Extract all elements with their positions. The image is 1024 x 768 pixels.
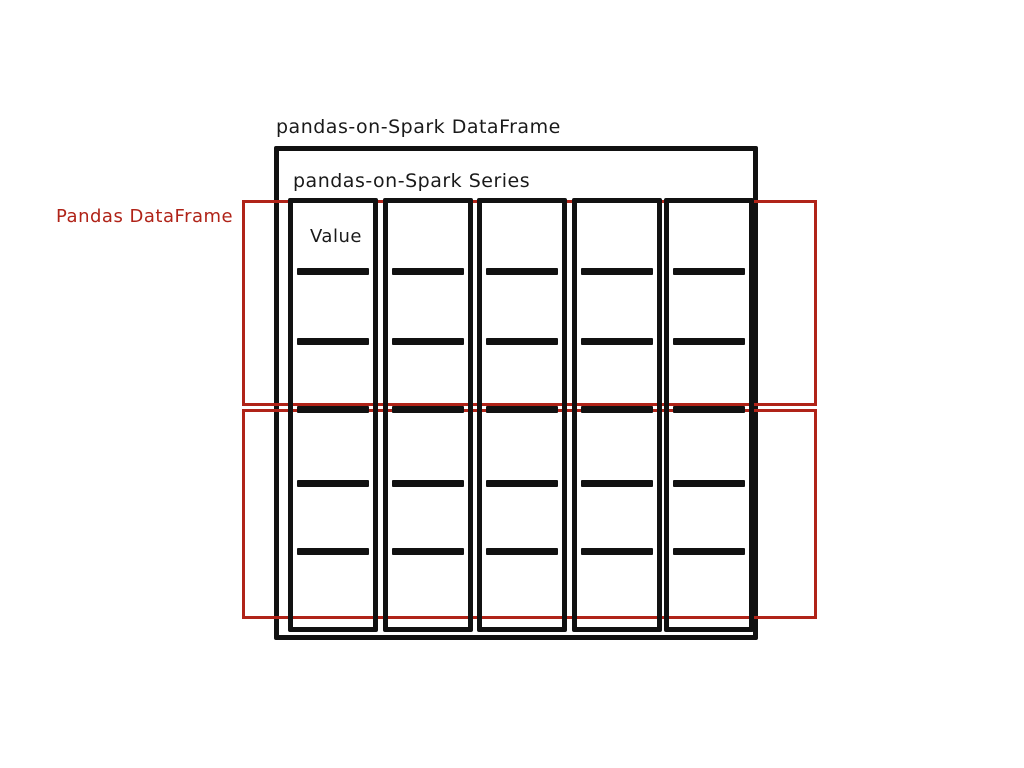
pandas-on-spark-series-title: pandas-on-Spark Series: [293, 170, 531, 192]
row-separator: [673, 480, 745, 487]
row-separator: [581, 406, 653, 413]
row-separator: [297, 268, 369, 275]
row-separator: [297, 406, 369, 413]
row-separator: [392, 480, 464, 487]
row-separator: [392, 548, 464, 555]
row-separator: [673, 338, 745, 345]
series-column: [383, 198, 473, 632]
row-separator: [673, 268, 745, 275]
row-separator: [581, 268, 653, 275]
series-column: [288, 198, 378, 632]
row-separator: [486, 338, 558, 345]
row-separator: [673, 548, 745, 555]
series-column: [477, 198, 567, 632]
row-separator: [486, 406, 558, 413]
row-separator: [392, 338, 464, 345]
row-separator: [486, 480, 558, 487]
row-separator: [486, 548, 558, 555]
row-separator: [581, 548, 653, 555]
series-column: [572, 198, 662, 632]
series-value-label: Value: [310, 226, 362, 247]
pandas-dataframe-label: Pandas DataFrame: [56, 206, 234, 227]
series-column: [664, 198, 754, 632]
row-separator: [297, 480, 369, 487]
row-separator: [673, 406, 745, 413]
row-separator: [581, 338, 653, 345]
row-separator: [392, 406, 464, 413]
row-separator: [581, 480, 653, 487]
row-separator: [486, 268, 558, 275]
pandas-on-spark-dataframe-title: pandas-on-Spark DataFrame: [276, 116, 561, 138]
row-separator: [297, 338, 369, 345]
row-separator: [297, 548, 369, 555]
row-separator: [392, 268, 464, 275]
